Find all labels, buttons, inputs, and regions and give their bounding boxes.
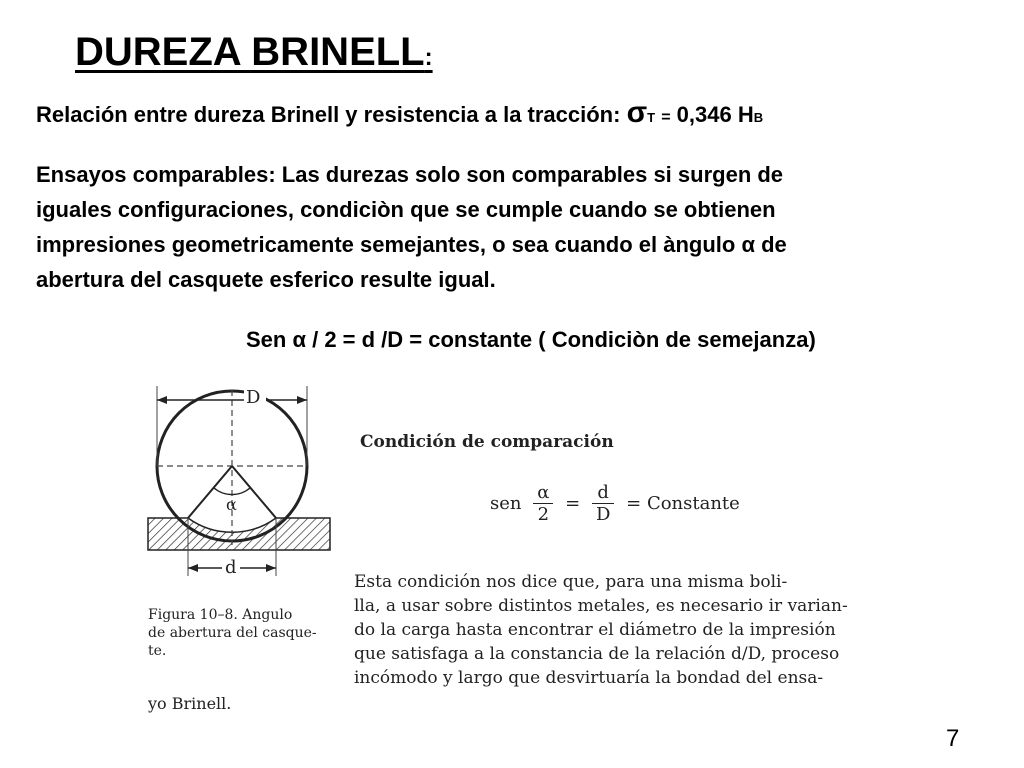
- diameter-label: D: [246, 387, 261, 408]
- hardness-subscript: B: [753, 110, 764, 125]
- impression-arrow-left: [188, 564, 198, 572]
- diameter-arrow-left: [157, 396, 167, 404]
- eq-equals-1: =: [565, 493, 581, 514]
- material-surface: [148, 518, 330, 550]
- eq-two: 2: [537, 504, 550, 525]
- diameter-arrow-right: [297, 396, 307, 404]
- brinell-ball-diagram: [140, 380, 340, 590]
- eq-alpha-fraction: [533, 482, 553, 525]
- scan-body-line: Esta condición nos dice que, para una misma boli-: [354, 572, 788, 592]
- page-number: 7: [946, 725, 960, 752]
- scan-body-text: [354, 570, 914, 690]
- scan-equation: [490, 482, 740, 525]
- eq-dD-fraction: [592, 482, 614, 525]
- angle-label: α: [226, 495, 237, 514]
- scanned-book-excerpt: [140, 380, 910, 720]
- eq-alpha: α: [533, 482, 553, 504]
- caption-line: te.: [148, 643, 167, 659]
- caption-line: de abertura del casque-: [148, 625, 317, 641]
- title-colon: :: [424, 44, 433, 71]
- scan-body-line: que satisfaga a la constancia de la relación d/D, proceso: [354, 644, 840, 664]
- slide-title: DUREZA BRINELL:: [75, 30, 433, 74]
- impression-arrow-right: [266, 564, 276, 572]
- relation-equals: =: [661, 109, 671, 126]
- scan-body-line: do la carga hasta encontrar el diámetro de la impresión: [354, 620, 836, 640]
- scan-body-line: lla, a usar sobre distintos metales, es necesario ir varian-: [354, 596, 848, 616]
- caption-fragment: yo Brinell.: [148, 694, 232, 713]
- relation-prefix: Relación entre dureza Brinell y resistencia a la tracción:: [36, 102, 621, 127]
- hardness-tensile-relation: [36, 96, 763, 130]
- paragraph-line: abertura del casquete esferico resulte igual.: [36, 267, 496, 292]
- sigma-symbol: σ: [626, 96, 648, 129]
- comparable-tests-paragraph: [36, 157, 1011, 297]
- eq-D: D: [595, 504, 611, 525]
- eq-d: d: [592, 482, 614, 504]
- eq-constant: Constante: [646, 493, 740, 514]
- paragraph-line: iguales configuraciones, condiciòn que se cumple cuando se obtienen: [36, 197, 776, 222]
- relation-value: 0,346 H: [676, 102, 754, 127]
- angle-ray-right: [232, 466, 276, 518]
- sigma-subscript: T: [647, 110, 656, 125]
- eq-sen: sen: [490, 493, 522, 514]
- scan-body-line: incómodo y largo que desvirtuaría la bondad del ensa-: [354, 668, 824, 688]
- paragraph-line: Ensayos comparables: Las durezas solo son comparables si surgen de: [36, 162, 784, 187]
- paragraph-line: impresiones geometricamente semejantes, o sea cuando el àngulo α de: [36, 232, 787, 257]
- scan-section-title: Condición de comparación: [360, 432, 614, 452]
- similarity-formula: Sen α / 2 = d /D = constante ( Condiciòn de semejanza): [246, 327, 816, 352]
- impression-label: d: [225, 557, 237, 578]
- eq-equals-2: =: [626, 493, 642, 514]
- caption-line: Figura 10–8. Angulo: [148, 607, 293, 623]
- figure-caption: [148, 606, 348, 660]
